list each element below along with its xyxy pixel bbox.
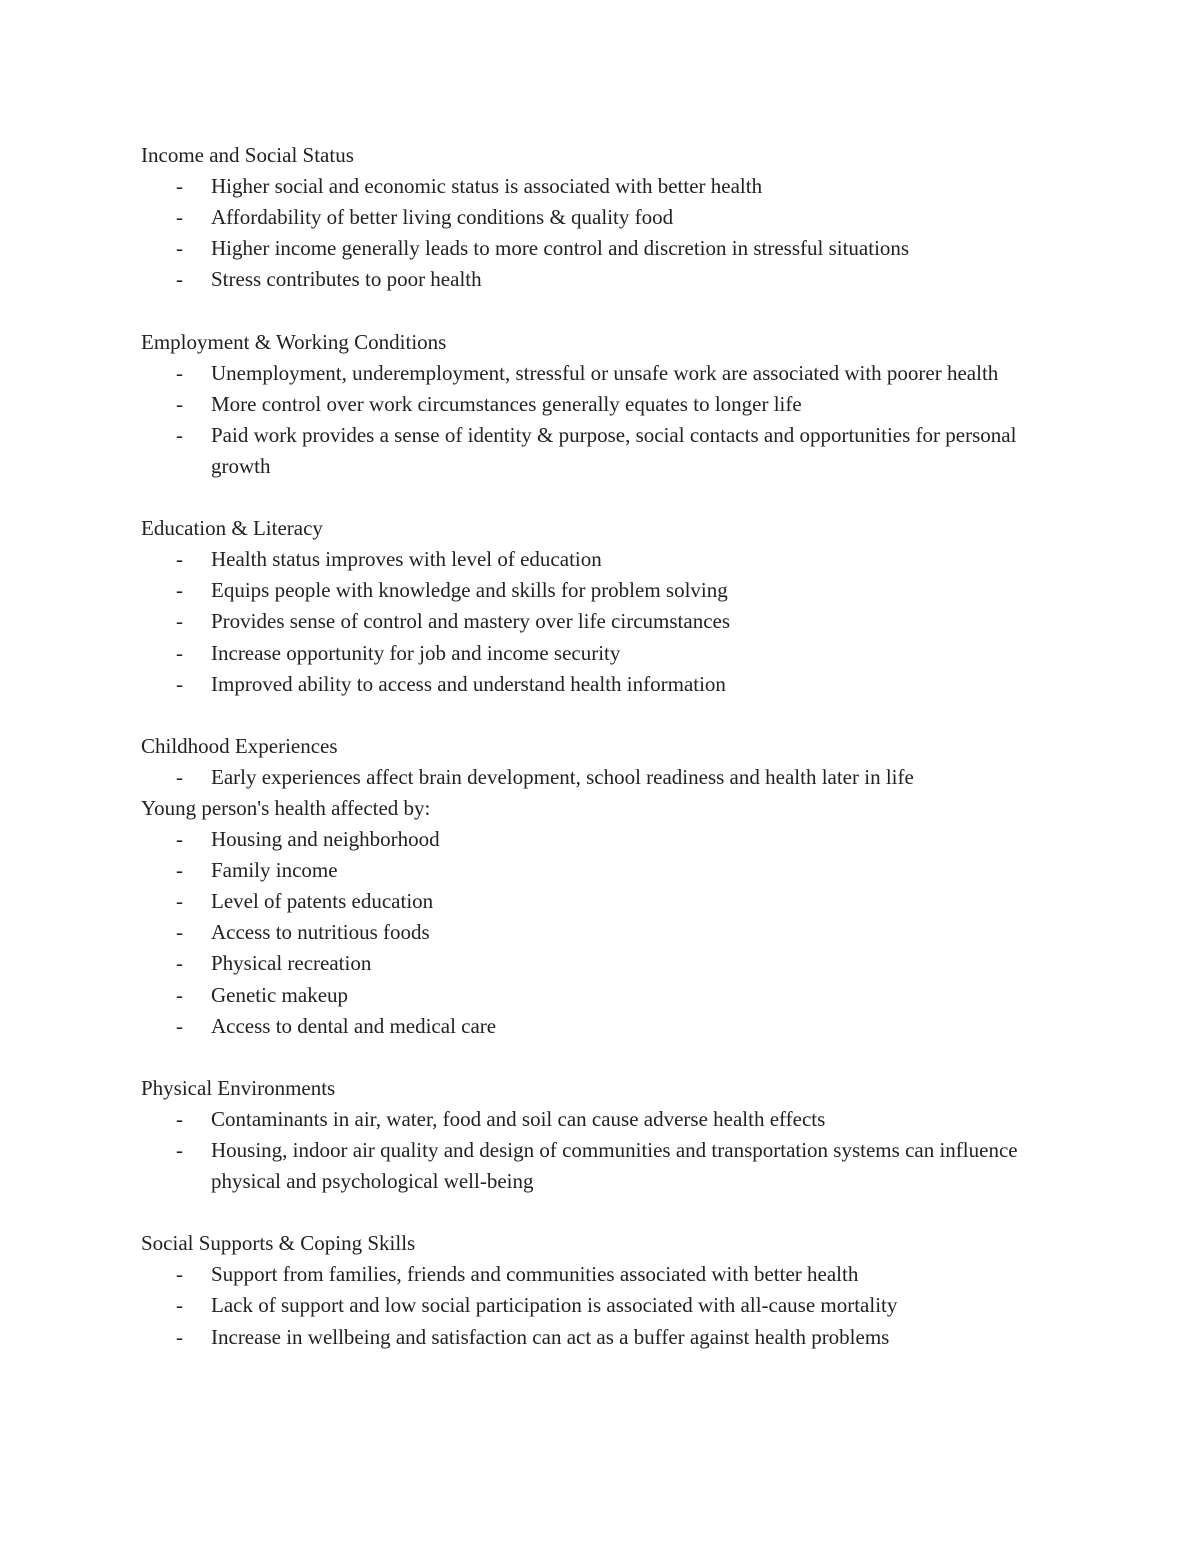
list-item-text: Contaminants in air, water, food and soil can cause adverse health effects	[211, 1106, 826, 1131]
dash-marker: -	[176, 920, 183, 945]
list-item-text: Higher social and economic status is associated with better health	[211, 174, 763, 199]
list-item	[141, 1290, 1041, 1321]
list-item-text: Support from families, friends and communities associated with better health	[211, 1262, 859, 1287]
list-item-text: Lack of support and low social participation is associated with all-cause mortality	[211, 1293, 898, 1318]
dash-marker: -	[176, 1324, 183, 1349]
dash-marker: -	[176, 391, 183, 416]
dash-marker: -	[176, 205, 183, 230]
list-item-text: Equips people with knowledge and skills for problem solving	[211, 578, 728, 603]
list-item	[141, 544, 1041, 575]
section-heading: Social Supports & Coping Skills	[141, 1231, 416, 1256]
list-item	[141, 1104, 1041, 1135]
bullet-list	[141, 544, 1041, 699]
list-item-text: Level of patents education	[211, 889, 434, 914]
list-item-text: Genetic makeup	[211, 982, 349, 1007]
dash-marker: -	[176, 640, 183, 665]
section-heading: Income and Social Status	[141, 143, 354, 167]
dash-marker: -	[176, 267, 183, 292]
bullet-list	[141, 1104, 1041, 1197]
list-item	[141, 264, 1041, 295]
section-income-social-status	[141, 140, 1041, 295]
list-item	[141, 233, 1041, 264]
list-item	[141, 606, 1041, 637]
dash-marker: -	[176, 422, 183, 447]
section-education-literacy	[141, 513, 1041, 700]
list-item	[141, 824, 1041, 855]
list-item-text: Access to nutritious foods	[211, 920, 430, 945]
dash-marker: -	[176, 360, 183, 385]
section-heading: Education & Literacy	[141, 516, 323, 541]
section-social-supports-coping-skills	[141, 1228, 1041, 1352]
bullet-list	[141, 762, 1041, 793]
section-physical-environments	[141, 1073, 1041, 1197]
list-item-text: Family income	[211, 858, 338, 883]
section-employment-working-conditions	[141, 327, 1041, 482]
section-subheading: Young person's health affected by:	[141, 795, 431, 820]
dash-marker: -	[176, 1293, 183, 1318]
list-item	[141, 1011, 1041, 1042]
list-item	[141, 202, 1041, 233]
bullet-list	[141, 358, 1041, 482]
list-item	[141, 1259, 1041, 1290]
list-item-text: Housing and neighborhood	[211, 827, 440, 852]
list-item-text: Higher income generally leads to more control and discretion in stressful situations	[211, 236, 910, 261]
list-item-text: Paid work provides a sense of identity & purpose, social contacts and opportunities for personal growth	[211, 422, 1017, 478]
list-item-text: Increase in wellbeing and satisfaction can act as a buffer against health problems	[211, 1324, 890, 1349]
dash-marker: -	[176, 578, 183, 603]
dash-marker: -	[176, 1106, 183, 1131]
list-item	[141, 1135, 1041, 1197]
bullet-list	[141, 1259, 1041, 1352]
dash-marker: -	[176, 1138, 183, 1162]
list-item	[141, 762, 1041, 793]
list-item	[141, 420, 1041, 482]
dash-marker: -	[176, 1262, 183, 1287]
dash-marker: -	[176, 889, 183, 914]
section-heading: Childhood Experiences	[141, 733, 338, 758]
list-item	[141, 389, 1041, 420]
list-item-text: Stress contributes to poor health	[211, 267, 482, 292]
dash-marker: -	[176, 1013, 183, 1038]
list-item	[141, 171, 1041, 202]
list-item	[141, 1322, 1041, 1353]
dash-marker: -	[176, 547, 183, 572]
list-item-text: Improved ability to access and understand health information	[211, 671, 726, 696]
dash-marker: -	[176, 609, 183, 634]
list-item	[141, 638, 1041, 669]
bullet-list	[141, 824, 1041, 1042]
list-item	[141, 980, 1041, 1011]
list-item-text: Unemployment, underemployment, stressful or unsafe work are associated with poorer health	[211, 360, 999, 385]
list-item	[141, 948, 1041, 979]
bullet-list	[141, 171, 1041, 295]
dash-marker: -	[176, 671, 183, 696]
list-item-text: Early experiences affect brain development, school readiness and health later in life	[211, 764, 914, 789]
list-item	[141, 917, 1041, 948]
document-page	[141, 140, 1041, 1384]
list-item-text: Increase opportunity for job and income security	[211, 640, 621, 665]
list-item-text: Housing, indoor air quality and design of communities and transportation systems can influence physical and psychological well-being	[211, 1138, 1018, 1194]
list-item	[141, 358, 1041, 389]
list-item-text: More control over work circumstances generally equates to longer life	[211, 391, 802, 416]
list-item-text: Provides sense of control and mastery over life circumstances	[211, 609, 731, 634]
list-item	[141, 886, 1041, 917]
dash-marker: -	[176, 174, 183, 199]
list-item	[141, 575, 1041, 606]
list-item-text: Health status improves with level of education	[211, 547, 602, 572]
list-item	[141, 669, 1041, 700]
dash-marker: -	[176, 827, 183, 852]
section-heading: Physical Environments	[141, 1075, 336, 1100]
list-item-text: Physical recreation	[211, 951, 372, 976]
dash-marker: -	[176, 951, 183, 976]
dash-marker: -	[176, 982, 183, 1007]
dash-marker: -	[176, 236, 183, 261]
list-item	[141, 855, 1041, 886]
section-childhood-experiences	[141, 731, 1041, 1042]
list-item-text: Access to dental and medical care	[211, 1013, 497, 1038]
section-heading: Employment & Working Conditions	[141, 329, 447, 354]
dash-marker: -	[176, 858, 183, 883]
dash-marker: -	[176, 764, 183, 789]
list-item-text: Affordability of better living conditions & quality food	[211, 205, 674, 230]
